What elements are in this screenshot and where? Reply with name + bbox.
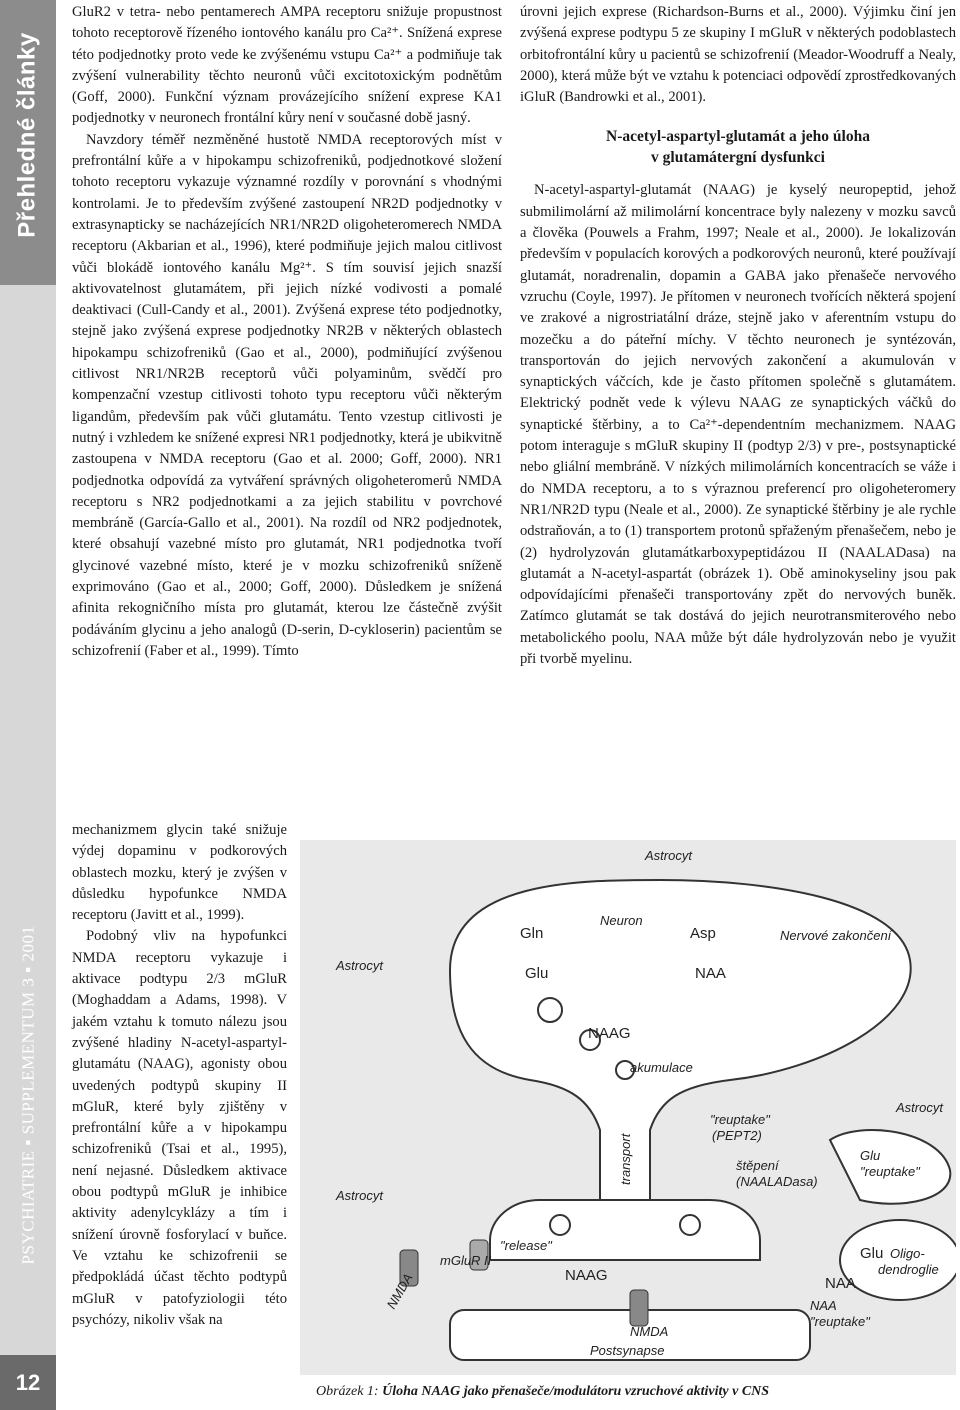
label-glu-reuptake: Glu	[860, 1148, 881, 1163]
figure-naag-diagram	[300, 840, 956, 1375]
label-oligo-1: Oligo-	[890, 1246, 925, 1261]
label-naa-reuptake2: "reuptake"	[810, 1314, 870, 1329]
figure-caption-prefix: Obrázek 1:	[316, 1384, 383, 1399]
left-column-narrow	[72, 820, 287, 1331]
label-naa-top: NAA	[695, 965, 726, 982]
vesicle	[680, 1215, 700, 1235]
label-akumulace: akumulace	[630, 1060, 693, 1075]
label-astrocyt-right: Astrocyt	[896, 1100, 943, 1115]
sidebar	[0, 0, 56, 1410]
label-nmda-left: NMDA	[383, 1270, 416, 1312]
label-astrocyt-left: Astrocyt	[336, 958, 383, 973]
label-oligo-2: dendroglie	[878, 1262, 939, 1277]
label-release: "release"	[500, 1238, 552, 1253]
section-title	[8, 0, 48, 270]
label-pept2: (PEPT2)	[712, 1128, 762, 1143]
vesicle	[550, 1215, 570, 1235]
nmda-receptor-center	[630, 1290, 648, 1326]
section-title-text: Přehledné články	[14, 32, 41, 238]
left-column	[72, 2, 502, 662]
label-glu-top: Glu	[525, 965, 549, 982]
figure-svg	[300, 840, 956, 1375]
label-naag-cleft: NAAG	[565, 1267, 608, 1284]
label-asp: Asp	[690, 925, 716, 942]
right-paragraph-1: úrovni jejich exprese (Richardson-Burns et al., 2000). Výjimku činí jen zvýšená exprese podtypu 5 ze skupiny I mGluR v některých podoblastech orbitofrontální kůry u pacientů se schizofrenií (Meador-Woodruff a Nealy, 2000), která může být ve vztahu k potenciaci odpovědí zprostředkovaných iGluR (Bandrowki et al., 2001).	[520, 4, 956, 106]
left-paragraph-3: mechanizmem glycin také snižuje výdej dopaminu v podkorových oblastech mozku, který je zvýšen v důsledku hypofunkce NMDA receptoru (Javitt et al., 1999).	[72, 822, 287, 924]
page-number: 12	[0, 1355, 56, 1410]
right-column	[520, 2, 956, 670]
label-astrocyt-top: Astrocyt	[645, 848, 692, 863]
label-nervove-zakonceni: Nervové zakončení	[780, 928, 892, 943]
section-heading-line-1: N-acetyl-aspartyl-glutamát a jeho úloha	[606, 128, 870, 146]
figure-caption-text: Úloha NAAG jako přenašeče/modulátoru vzruchové aktivity v CNS	[382, 1384, 770, 1399]
label-mglur: mGluR II	[440, 1253, 492, 1268]
label-glu-reuptake2: "reuptake"	[860, 1164, 920, 1179]
label-naag-top: NAAG	[588, 1025, 631, 1042]
label-gln: Gln	[520, 925, 544, 942]
label-glu-cleft: Glu	[860, 1245, 884, 1262]
label-neuron: Neuron	[600, 913, 643, 928]
left-paragraph-4: Podobný vliv na hypofunkci NMDA receptoru vykazuje i aktivace podtypu 2/3 mGluR (Moghaddam a Adams, 1998). V jakém vztahu k tomuto nálezu jsou zvýšené hladiny N-acetyl-aspartyl-glutamátu (NAAG), agonisty obou uvedených podtypů skupiny II mGluR, které byly zjištěny v prefrontální kůře a v hipokampu schizofreniků (Tsai et al., 1995), není nejasné. Důsledkem aktivace obou podtypů mGluR je inhibice aktivity adenylcyklázy a tím i snížení úrovně fosforylací v buňce. Ve vztahu ke schizofrenii se předpokládá účast těchto podtypů mGluR v patofyziologii této psychózy, nikoliv však na	[72, 928, 287, 1328]
label-transport: transport	[618, 1133, 633, 1185]
left-paragraph-1: GluR2 v tetra- nebo pentamerech AMPA receptoru snižuje propustnost tohoto receptorově řízeného iontového kanálu pro Ca²⁺. Snížená exprese této podjednotky proto vede ke zvýšenému vstupu Ca²⁺ a podmiňuje tak zvýšení vulnerability těchto neuronů vůči excitotoxickým podnětům (Goff, 2000). Funkční význam provázejícího snížení exprese KA1 podjednotky v neuronech frontální kůry není v současné době jasný.	[72, 4, 502, 127]
label-reuptake-pept2: "reuptake"	[710, 1112, 770, 1127]
label-astrocyt-lower: Astrocyt	[336, 1188, 383, 1203]
vesicle	[538, 998, 562, 1022]
right-paragraph-2: N-acetyl-aspartyl-glutamát (NAAG) je kyselý neuropeptid, jehož submilimolární až milimolární koncentrace byly nalezeny v mozku savců a člověka (Pouwels a Frahm, 1997; Neale et al., 2000). Je lokalizován především v populacích korových a podkorových neuronů, které používají glutamát, noradrenalin, dopamin a GABA jako přenašeče nervového vzruchu (Coyle, 1997). Je přítomen v neuronech tvořících některá spojení ve zrakové a nigrostriatální dráze, stejně jako v aferentním vstupu do mozečku a do páteřní míchy. V těchto neuronech je syntézován, transportován do jejich nervových zakončení a akumulován v synaptických váčcích, kde je často přítomen společně s glutamátem. Elektrický podnět vede k výlevu NAAG ze synaptických váčků do synaptické štěrbiny, a to Ca²⁺-dependentním mechanizmem. NAAG potom interaguje s mGluR skupiny II (podtyp 2/3) v pre-, postsynaptické nebo gliální membráně. V nízkých milimolárních koncentracích se váže i do NMDA receptoru, a to s výraznou preferencí pro oligoheteromery NR1/NR2D typu (Neale et al., 2000). Ze synaptické štěrbiny je ale rychle odstraňován, a to (1) transportem protonů spřaženým přenašečem, nebo je (2) hydrolyzován glutamátkarboxypeptidázou II (NAALADasa) na glutamát a N-acetyl-aspartát (obrázek 1). Obě aminokyseliny jsou pak odpovídajícími přenašeči transportovány zpět do nervových buněk. Zatímco glutamát se tak dostává do jejich neurotransmiterového nebo metabolického poolu, NAA může být dále hydrolyzován nebo je využit při tvorbě myelinu.	[520, 182, 956, 668]
section-heading	[520, 126, 956, 168]
label-naa-cleft: NAA	[825, 1275, 856, 1292]
label-postsynapse: Postsynapse	[590, 1343, 665, 1358]
label-nmda-center: NMDA	[630, 1324, 669, 1339]
section-heading-line-2: v glutamátergní dysfunkci	[651, 149, 825, 167]
label-stepeni: štěpení	[736, 1158, 779, 1173]
journal-name-text: PSYCHIATRIE ▪ SUPPLEMENTUM 3 ▪ 2001	[18, 925, 38, 1265]
label-naa-reuptake: NAA	[810, 1298, 837, 1313]
label-naaladasa: (NAALADasa)	[736, 1174, 818, 1189]
left-paragraph-2: Navzdory téměř nezměněné hustotě NMDA receptorových míst v prefrontální kůře a v hipokampu schizofreniků, podjednotkové složení tohoto receptoru vykazuje významné rozdíly v porovnání s vhodnými kontrolami. Je to především zvýšené zastoupení NR2D podjednotky v extrasynapticky se nacházejících NR1/NR2D oligoheteromerech NMDA receptoru (Akbarian et al., 1996), které podmiňuje jejich malou citlivost vůči blokádě iontového kanálu Mg²⁺. S tím souvisí jejich snazší aktivovatelnost glutamátem, při jejich nízké vodivosti a pomalé deaktivaci (Cull-Candy et al., 2001). Zvýšená exprese této podjednotky, stejně jako zvýšená exprese podjednotky NR2B v některých oblastech hipokampu schizofreniků (Gao et al., 2000), podmiňující zvýšenou citlivost NR1/NR2B receptorů vůči polyaminům, svědčí pro kompenzační vzestup citlivosti tohoto typu receptoru vůči některým ligandům, především pak vůči glutamátu. Tento vzestup citlivosti je nutný i vzhledem ke snížené expresi NR1 podjednotky, která je ubikvitně zastoupena v NMDA receptoru (Gao et al. 2000; Goff, 2000). NR1 podjednotka odpovídá za vytváření správných oligoheteromerů NMDA receptoru s NR2 podjednotkami a za jejich stabilitu v povrchové membráně (García-Gallo et al., 2001). Na rozdíl od NR2 podjednotek, které obsahují vazebné místo pro glutamát, NR1 podjednotka tvoří glycinové vazebné místo, které je v mozku schizofreniků sníženě exprimováno (Gao et al., 2000; Goff, 2000). Důsledkem je snížená afinita rekogničního místa pro glutamát, kterou lze částečně zvýšit podáváním glycinu a jeho analogů (D-serin, D-cykloserin) pacientům se schizofrenií (Faber et al., 1999). Tímto	[72, 131, 502, 659]
journal-name	[6, 860, 50, 1330]
figure-caption	[316, 1384, 946, 1400]
